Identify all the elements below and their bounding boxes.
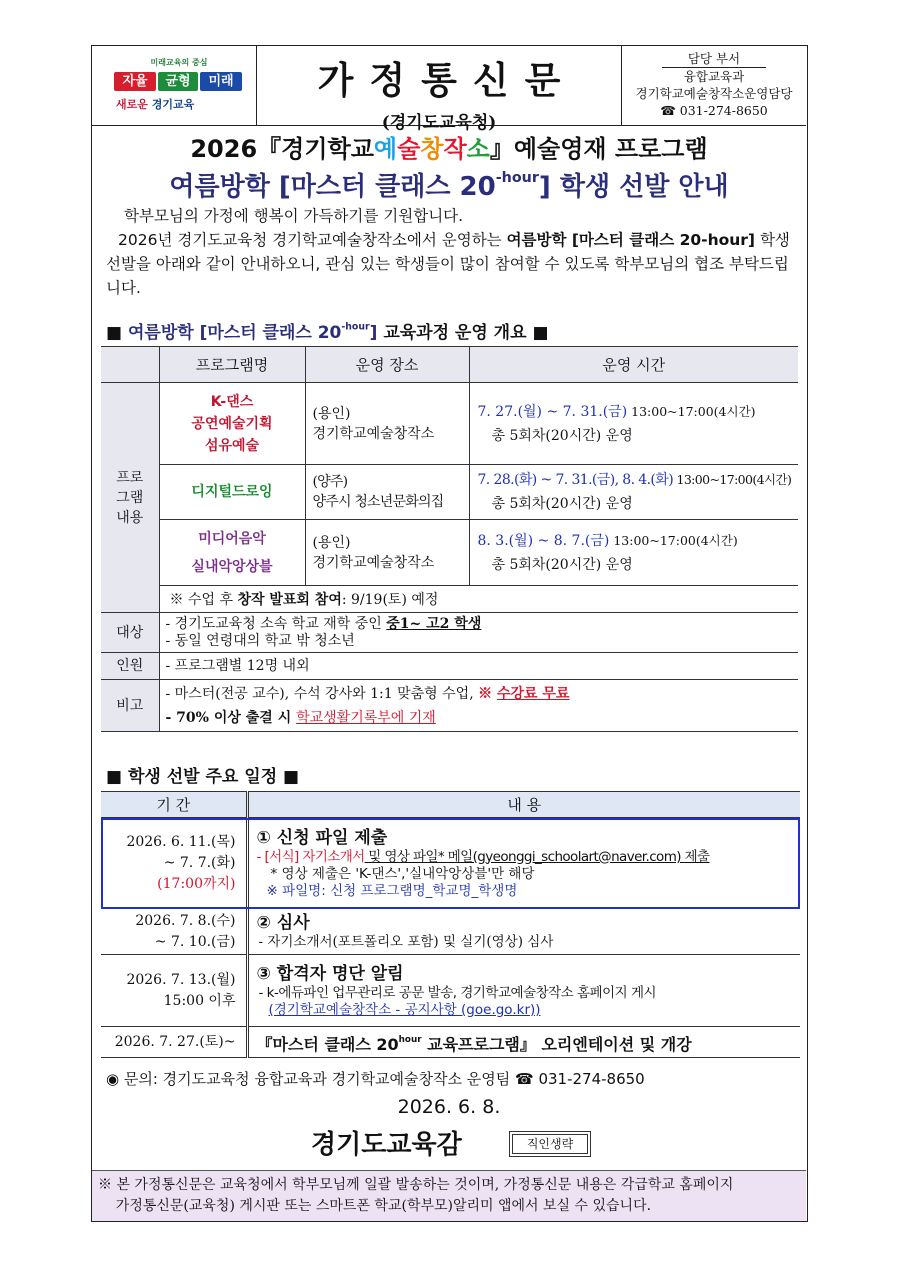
table-row: [101, 465, 798, 520]
header-place: 운영 장소: [305, 347, 469, 383]
issue-date: 2026. 6. 8.: [397, 1096, 501, 1118]
logo-word-1: 자율: [114, 72, 156, 91]
headline-line-2: 여름방학 [마스터 클래스 $20^{-hour}$] 학생 선발 안내: [169, 170, 729, 202]
logo-word-3: 미래: [200, 72, 242, 91]
program-place: (용인) 경기학교예술창작소: [305, 520, 469, 586]
target-row: [101, 613, 798, 653]
notice-link[interactable]: (경기학교예술창작소 - 공지사항 (goe.go.kr)): [268, 1001, 541, 1018]
section-title-schedule: ■ 학생 선발 주요 일정 ■: [106, 767, 300, 787]
section-title-overview: ■ 여름방학 [마스터 클래스 $20^{-hour}$] 교육과정 운영 개요 ■: [106, 321, 549, 343]
footer-note: ※ 본 가정통신문은 교육청에서 학부모님께 일괄 발송하는 것이며, 가정통신문 내용은 각급학교 홈페이지 가정통신문(교육청) 게시판 또는 스마트폰 학교(학부모)알리미 앱에서 보실 수 있습니다.: [92, 1170, 806, 1221]
table-row: [101, 520, 798, 586]
headline: [92, 129, 806, 203]
schedule-content: ① 신청 파일 제출 - [서식] 자기소개서 및 영상 파일* 메일(gyeonggi_schoolart@naver.com) 제출 * 영상 제출은 'K-댄스','실내악앙상블'만 해당 ※ 파일명: 신청 프로그램명_학교명_학생명: [247, 818, 800, 909]
schedule-period: 2026. 7. 8.(수) ~ 7. 10.(금): [101, 909, 247, 955]
department-team: 경기학교예술창작소운영담당: [635, 86, 793, 101]
greeting-line-1: 학부모님의 가정에 행복이 가득하기를 기원합니다.: [124, 207, 464, 225]
schedule-period: 2026. 6. 11.(목) ~ 7. 7.(화) (17:00까지): [101, 818, 247, 909]
inquiry: ◉ 문의: 경기도교육청 융합교육과 경기학교예술창작소 운영팀 ☎ 031-274-8650: [106, 1070, 645, 1088]
overview-header-row: [101, 347, 798, 383]
program-place: (양주) 양주시 청소년문화의집: [305, 465, 469, 520]
stamp-omitted: 직인생략: [509, 1131, 591, 1157]
header: [92, 46, 806, 133]
signature: 경기도교육감: [311, 1130, 462, 1160]
schedule-content: 『마스터 클래스 $20^{hour}$ 교육프로그램』 오리엔테이션 및 개강: [247, 1027, 800, 1058]
greeting: [106, 204, 796, 300]
page-title: 가정통신문: [317, 58, 577, 102]
header-period: 기 간: [101, 792, 247, 818]
title-box: [257, 46, 622, 133]
program-time: 8. 3.(월) ~ 8. 7.(금) 13:00~17:00(4시간) 총 5회차(20시간) 운영: [469, 520, 798, 586]
department-box: [622, 46, 806, 126]
table-row: [101, 383, 798, 465]
schedule-period: 2026. 7. 13.(월) 15:00 이후: [101, 955, 247, 1027]
count-row: [101, 653, 798, 680]
program-name: K-댄스 공연예술기획 섬유예술: [159, 383, 305, 465]
note-row: [101, 586, 798, 613]
showcase-note: ※ 수업 후 창작 발표회 참여: 9/19(토) 예정: [159, 586, 798, 613]
table-row: [101, 955, 800, 1027]
logo-tagline: 미래교육의 중심: [150, 58, 208, 67]
program-time: 7. 28.(화) ~ 7. 31.(금), 8. 4.(화) 13:00~17:00(4시간) 총 5회차(20시간) 운영: [469, 465, 798, 520]
logo-bottom: 새로운 경기교육: [116, 98, 195, 111]
table-row: [101, 1027, 800, 1058]
header-program: 프로그램명: [159, 347, 305, 383]
target-label: 대상: [101, 613, 159, 653]
count-label: 인원: [101, 653, 159, 680]
header-content: 내 용: [247, 792, 800, 818]
logo: [92, 46, 257, 126]
program-time: 7. 27.(월) ~ 7. 31.(금) 13:00~17:00(4시간) 총 5회차(20시간) 운영: [469, 383, 798, 465]
schedule-content: ③ 합격자 명단 알림 - k-에듀파인 업무관리로 공문 발송, 경기학교예술창작소 홈페이지 게시 (경기학교예술창작소 - 공지사항 (goe.go.kr)): [247, 955, 800, 1027]
remark-info: - 마스터(전공 교수), 수석 강사와 1:1 맞춤형 수업, ※ 수강료 무료 - 70% 이상 출결 시 학교생활기록부에 기재: [159, 680, 798, 732]
department-label: 담당 부서: [662, 50, 766, 68]
table-row: [101, 818, 800, 909]
remark-row: [101, 680, 798, 732]
department-phone: ☎ 031-274-8650: [660, 103, 768, 118]
page-subtitle: (경기도교육청): [381, 113, 497, 133]
program-place: (용인) 경기학교예술창작소: [305, 383, 469, 465]
target-info: - 경기도교육청 소속 학교 재학 중인 중1~ 고2 학생 - 동일 연령대의 학교 밖 청소년: [159, 613, 798, 653]
overview-table: [101, 346, 798, 732]
logo-word-2: 균형: [158, 72, 198, 91]
side-label-program: 프로 그램 내용: [101, 383, 159, 613]
header-time: 운영 시간: [469, 347, 798, 383]
schedule-header-row: [101, 792, 800, 818]
schedule-content: ② 심사 - 자기소개서(포트폴리오 포함) 및 실기(영상) 심사: [247, 909, 800, 955]
schedule-period: 2026. 7. 27.(토)~: [101, 1027, 247, 1058]
department-name: 융합교육과: [683, 69, 745, 84]
headline-line-1: 2026『경기학교예술창작소』예술영재 프로그램: [190, 135, 708, 163]
notice-frame: [91, 45, 808, 1222]
schedule-table: [101, 791, 800, 1058]
program-name: 미디어음악 실내악앙상블: [159, 520, 305, 586]
table-row: [101, 909, 800, 955]
count-info: - 프로그램별 12명 내외: [159, 653, 798, 680]
program-name: 디지털드로잉: [159, 465, 305, 520]
remark-label: 비고: [101, 680, 159, 732]
greeting-paragraph: 2026년 경기도교육청 경기학교예술창작소에서 운영하는 여름방학 [마스터 클래스 20-hour] 학생 선발을 아래와 같이 안내하오니, 관심 있는 학생들이 많이 참여할 수 있도록 학부모님의 협조 부탁드립니다.: [106, 231, 790, 297]
